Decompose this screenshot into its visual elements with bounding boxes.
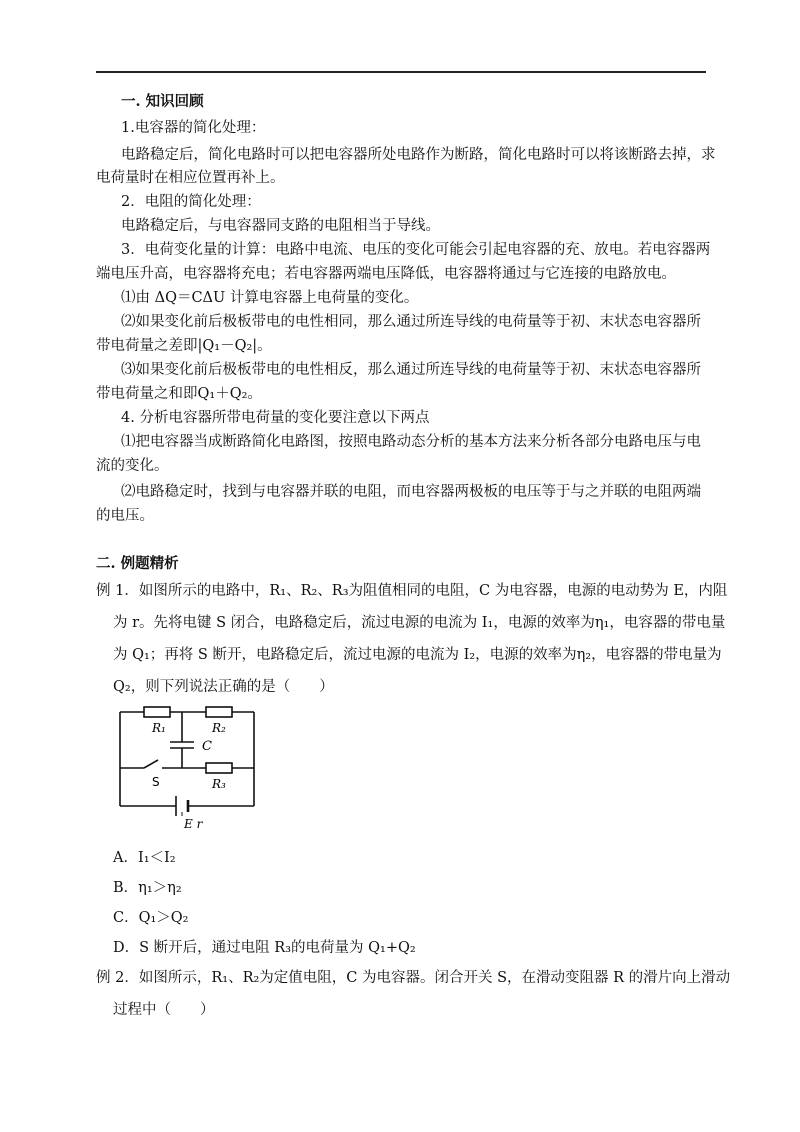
example2-text-1: 如图所示，R₁、R₂为定值电阻，C 为电容器。闭合开关 S，在滑动变阻器 R 的滑片向上滑动 bbox=[138, 970, 731, 986]
example1-text-1: 如图所示的电路中，R₁、R₂、R₃为阻值相同的电阻，C 为电容器，电源的电动势为 E，内阻 bbox=[138, 583, 728, 599]
label-source: E r bbox=[184, 817, 203, 830]
example2-label: 例 2． bbox=[96, 970, 139, 986]
item4-title: 4. 分析电容器所带电荷量的变化要注意以下两点 bbox=[121, 410, 430, 426]
item1-text-a: 电路稳定后，简化电路时可以把电容器所处电路作为断路，简化电路时可以将该断路去掉，求 bbox=[121, 147, 716, 163]
item4-sub1-a: ⑴把电容器当成断路简化电路图，按照电路动态分析的基本方法来分析各部分电路电压与电 bbox=[121, 434, 701, 450]
item3-sub2-a: ⑵如果变化前后极板带电的电性相同，那么通过所连导线的电荷量等于初、末状态电容器所 bbox=[121, 314, 701, 330]
example1-line2: 为 r。先将电键 S 闭合，电路稳定后，流过电源的电流为 I₁，电源的效率为η₁，电容器的带电量 bbox=[113, 615, 726, 631]
option-d: D．S 断开后，通过电阻 R₃的电荷量为 Q₁+Q₂ bbox=[113, 940, 416, 956]
example1-label: 例 1． bbox=[96, 583, 139, 599]
item4-sub1-b: 流的变化。 bbox=[96, 458, 169, 474]
item1-text-b: 电荷量时在相应位置再补上。 bbox=[96, 170, 285, 186]
example2-line2: 过程中（ ） bbox=[113, 1002, 215, 1018]
option-a: A．I₁＜I₂ bbox=[113, 850, 176, 866]
item3-text-b: 端电压升高，电容器将充电；若电容器两端电压降低，电容器将通过与它连接的电路放电。 bbox=[96, 266, 676, 282]
resistor-r3 bbox=[206, 763, 232, 773]
item3-sub1: ⑴由 ΔQ＝CΔU 计算电容器上电荷量的变化。 bbox=[121, 290, 419, 306]
example1-line4: Q₂，则下列说法正确的是（ ） bbox=[113, 679, 334, 695]
option-c: C．Q₁＞Q₂ bbox=[113, 910, 189, 926]
option-b: B．η₁＞η₂ bbox=[113, 880, 182, 896]
label-r3: R₃ bbox=[212, 777, 226, 791]
example2-line1 bbox=[96, 968, 730, 988]
resistor-r2 bbox=[206, 707, 232, 717]
item2-text: 电路稳定后，与电容器同支路的电阻相当于导线。 bbox=[121, 218, 440, 234]
circuit-diagram bbox=[114, 702, 260, 830]
item3-sub3-b: 带电荷量之和即Q₁＋Q₂。 bbox=[96, 386, 262, 402]
label-c: C bbox=[202, 739, 212, 754]
section1-heading: 一. 知识回顾 bbox=[121, 93, 204, 110]
section2-heading: 二. 例题精析 bbox=[96, 555, 179, 572]
header-rule bbox=[96, 71, 706, 73]
item3-text-a: 3．电荷变化量的计算：电路中电流、电压的变化可能会引起电容器的充、放电。若电容器两 bbox=[121, 242, 711, 258]
item3-sub2-b: 带电荷量之差即|Q₁－Q₂|。 bbox=[96, 338, 272, 354]
item3-sub3-a: ⑶如果变化前后极板带电的电性相反，那么通过所连导线的电荷量等于初、末状态电容器所 bbox=[121, 362, 701, 378]
item2-title: 2．电阻的简化处理： bbox=[121, 194, 261, 210]
item4-sub2-a: ⑵电路稳定时，找到与电容器并联的电阻，而电容器两极板的电压等于与之并联的电阻两端 bbox=[121, 484, 701, 500]
item4-sub2-b: 的电压。 bbox=[96, 508, 154, 524]
example1-line1 bbox=[96, 581, 727, 601]
resistor-r1 bbox=[144, 707, 170, 717]
example1-line3: 为 Q₁；再将 S 断开，电路稳定后，流过电源的电流为 I₂，电源的效率为η₂，电容器的带电量为 bbox=[113, 647, 722, 663]
label-s: S bbox=[152, 775, 160, 789]
label-r1: R₁ bbox=[152, 721, 166, 735]
label-r2: R₂ bbox=[212, 721, 226, 735]
item1-title: 1.电容器的简化处理： bbox=[121, 120, 266, 136]
